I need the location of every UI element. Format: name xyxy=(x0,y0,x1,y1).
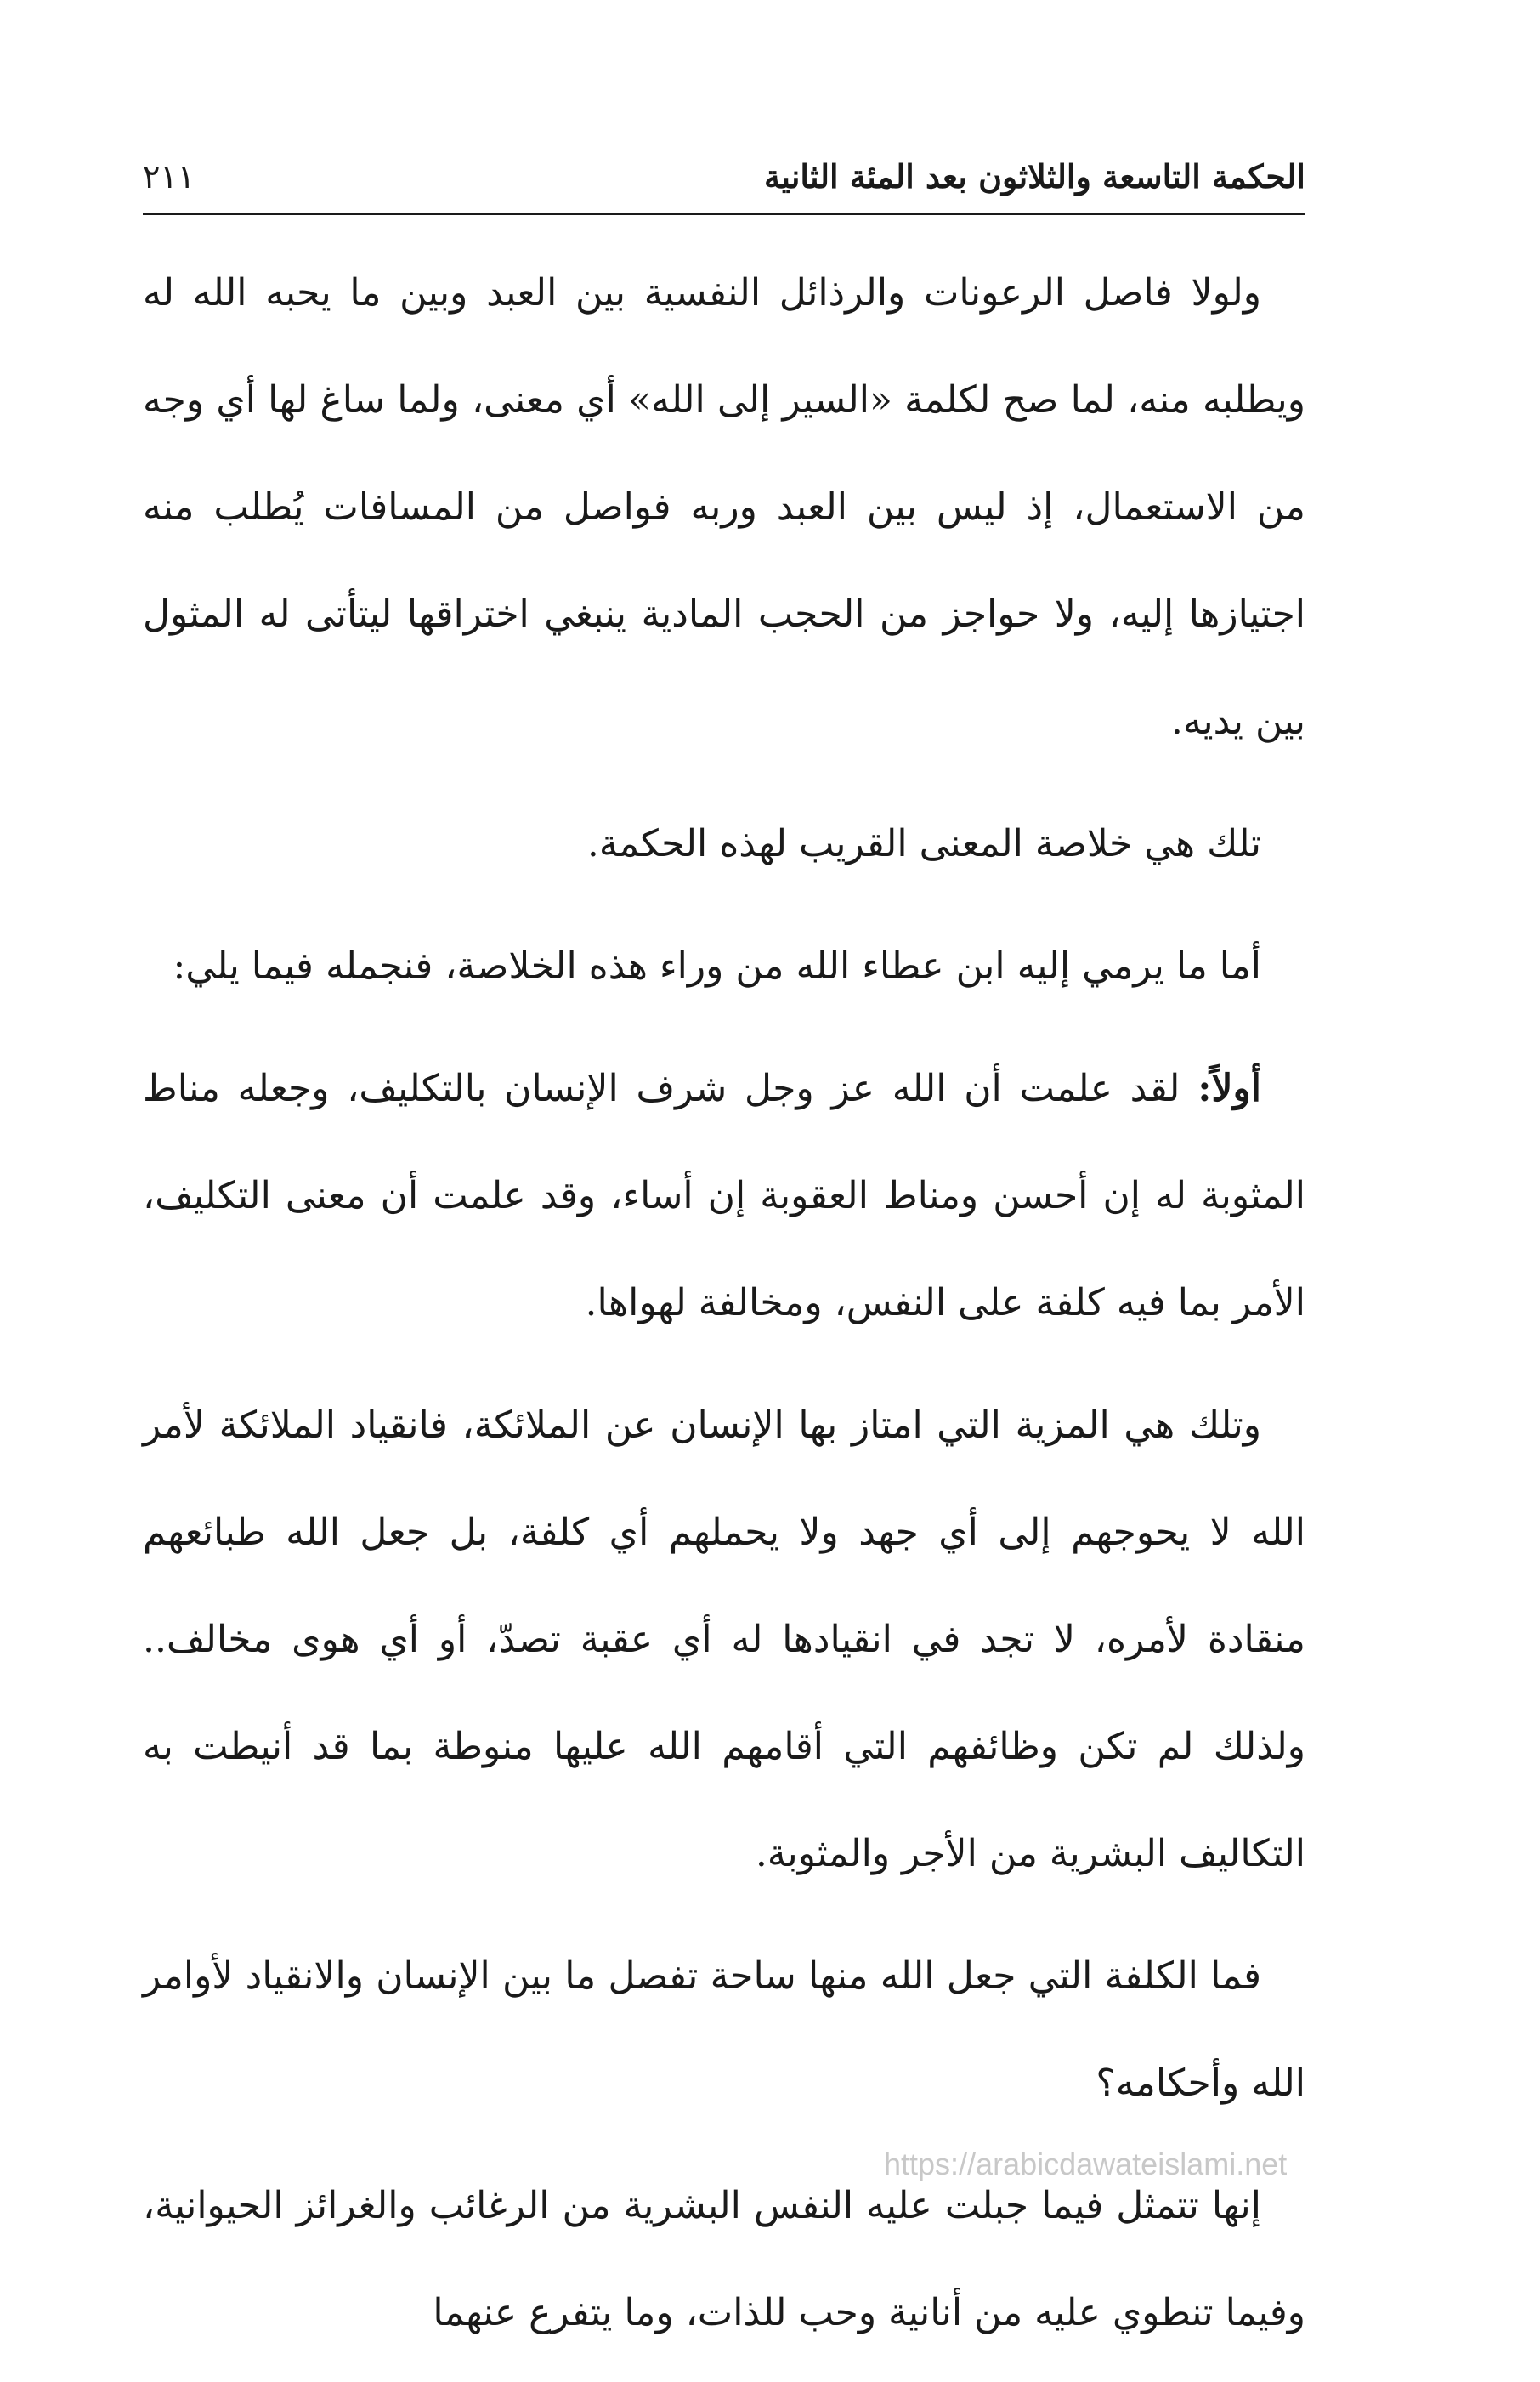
paragraph-lead: أولاً: xyxy=(1197,1067,1261,1110)
page-number: ٢١١ xyxy=(143,158,195,196)
paragraph xyxy=(143,1035,1305,1357)
source-watermark: https://arabicdawateislami.net xyxy=(884,2147,1288,2181)
body-text xyxy=(143,240,1305,2382)
paragraph-text: لقد علمت أن الله عز وجل شرف الإنسان بالتكليف، وجعله مناط المثوبة له إن أحسن ومناط العقوبة إن أساء، وقد علمت أن معنى التكليف، الأمر بما فيه كلفة على النفس، ومخالفة لهواها. xyxy=(143,1067,1305,1324)
paragraph-text: ولولا فاصل الرعونات والرذائل النفسية بين العبد وبين ما يحبه الله له ويطلبه منه، لما صح لكلمة «السير إلى الله» أي معنى، ولما ساغ لها أي وجه من الاستعمال، إذ ليس بين العبد وربه فواصل من المسافات يُطلب منه اجتيازها إليه، ولا حواجز من الحجب المادية ينبغي اختراقها ليتأتى له المثول بين يديه. xyxy=(143,271,1305,743)
paragraph-text: فما الكلفة التي جعل الله منها ساحة تفصل ما بين الإنسان والانقياد لأوامر الله وأحكامه؟ xyxy=(143,1954,1305,2105)
header-divider xyxy=(143,213,1305,215)
paragraph xyxy=(143,1923,1305,2137)
paragraph xyxy=(143,913,1305,1020)
paragraph-text: إنها تتمثل فيما جبلت عليه النفس البشرية من الرغائب والغرائز الحيوانية، وفيما تنطوي عليه من أنانية وحب للذات، وما يتفرع عنهما xyxy=(143,2184,1305,2334)
chapter-title: الحكمة التاسعة والثلاثون بعد المئة الثانية xyxy=(763,157,1305,196)
paragraph xyxy=(143,2152,1305,2367)
paragraph xyxy=(143,791,1305,898)
paragraph xyxy=(143,1372,1305,1908)
paragraph-text: تلك هي خلاصة المعنى القريب لهذه الحكمة. xyxy=(586,822,1261,865)
paragraph-text: أما ما يرمي إليه ابن عطاء الله من وراء هذه الخلاصة، فنجمله فيما يلي: xyxy=(173,944,1261,988)
paragraph xyxy=(143,240,1305,775)
running-header xyxy=(143,146,1305,213)
paragraph-text: وتلك هي المزية التي امتاز بها الإنسان عن الملائكة، فانقياد الملائكة لأمر الله لا يحوجهم إلى أي جهد ولا يحملهم أي كلفة، بل جعل الله طبائعهم منقادة لأمره، لا تجد في انقيادها له أي عقبة تصدّ، أو أي هوى مخالف.. ولذلك لم تكن وظائفهم التي أقامهم الله عليها منوطة بما قد أنيطت به التكاليف البشرية من الأجر والمثوبة. xyxy=(143,1404,1305,1875)
